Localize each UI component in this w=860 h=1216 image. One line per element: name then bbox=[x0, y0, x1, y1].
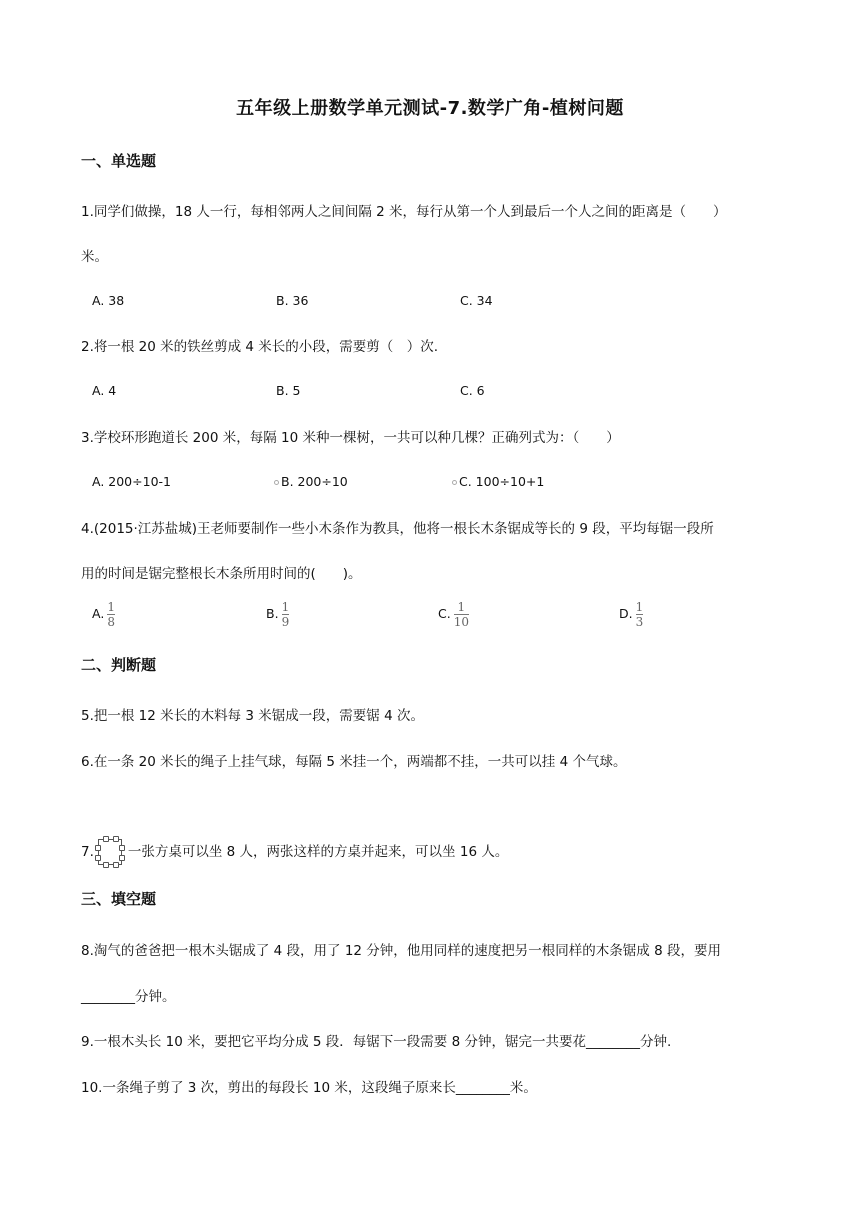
question-8-line-2: ________分钟。 bbox=[81, 989, 176, 1005]
question-9: 9.一根木头长 10 米，要把它平均分成 5 段．每锯下一段需要 8 分钟，锯完一共要花________分钟. bbox=[81, 1034, 672, 1050]
option-c[interactable]: C. $\frac{1}{10}$ bbox=[438, 600, 469, 629]
question-7: 7. 一张方桌可以坐 8 人，两张这样的方桌并起来，可以坐 16 人。 bbox=[81, 835, 508, 869]
option-c[interactable]: C. 100÷10+1 bbox=[452, 474, 544, 489]
option-b[interactable]: B. 36 bbox=[276, 293, 309, 308]
option-a[interactable]: A. $\frac{1}{8}$ bbox=[92, 600, 115, 629]
option-c[interactable]: C. 6 bbox=[460, 383, 485, 398]
question-2: 2.将一根 20 米的铁丝剪成 4 米长的小段，需要剪（ ）次. bbox=[81, 339, 439, 355]
fraction: $\frac{1}{10}$ bbox=[453, 600, 469, 629]
option-a[interactable]: A. 38 bbox=[92, 293, 125, 308]
question-4-line-2: 用的时间是锯完整根长木条所用时间的( )。 bbox=[81, 566, 362, 582]
question-6: 6.在一条 20 米长的绳子上挂气球，每隔 5 米挂一个，两端都不挂，一共可以挂 4 个气球。 bbox=[81, 754, 627, 770]
square-table-icon bbox=[94, 835, 126, 869]
option-d[interactable]: D. $\frac{1}{3}$ bbox=[619, 600, 644, 629]
fraction: $\frac{1}{9}$ bbox=[281, 600, 290, 629]
section-heading-true-false: 二、判断题 bbox=[81, 656, 157, 674]
option-b[interactable]: B. 200÷10 bbox=[274, 474, 348, 489]
option-b[interactable]: B. 5 bbox=[276, 383, 301, 398]
question-4-line-1: 4.(2015·江苏盐城)王老师要制作一些小木条作为教具，他将一根长木条锯成等长的 9 段，平均每锯一段所 bbox=[81, 521, 714, 537]
question-5: 5.把一根 12 米长的木料每 3 米锯成一段，需要锯 4 次。 bbox=[81, 708, 424, 724]
question-1-line-2: 米。 bbox=[81, 249, 108, 265]
question-3: 3.学校环形跑道长 200 米，每隔 10 米种一棵树，一共可以种几棵？正确列式为：（ ） bbox=[81, 430, 620, 446]
page-title: 五年级上册数学单元测试-7.数学广角-植树问题 bbox=[236, 98, 624, 119]
option-c[interactable]: C. 34 bbox=[460, 293, 493, 308]
option-a[interactable]: A. 200÷10-1 bbox=[92, 474, 171, 489]
bullet-dot-icon bbox=[452, 480, 457, 485]
question-8-line-1: 8.淘气的爸爸把一根木头锯成了 4 段，用了 12 分钟，他用同样的速度把另一根同样的木条锯成 8 段，要用 bbox=[81, 943, 721, 959]
bullet-dot-icon bbox=[274, 480, 279, 485]
option-a[interactable]: A. 4 bbox=[92, 383, 117, 398]
section-heading-single-choice: 一、单选题 bbox=[81, 152, 157, 170]
fraction: $\frac{1}{3}$ bbox=[635, 600, 644, 629]
fraction: $\frac{1}{8}$ bbox=[107, 600, 115, 629]
section-heading-fill-blank: 三、填空题 bbox=[81, 890, 157, 908]
option-b[interactable]: B. $\frac{1}{9}$ bbox=[266, 600, 290, 629]
question-10: 10.一条绳子剪了 3 次，剪出的每段长 10 米，这段绳子原来长________米。 bbox=[81, 1080, 537, 1096]
question-1-line-1: 1.同学们做操，18 人一行，每相邻两人之间间隔 2 米，每行从第一个人到最后一个人之间的距离是（ ） bbox=[81, 204, 727, 220]
